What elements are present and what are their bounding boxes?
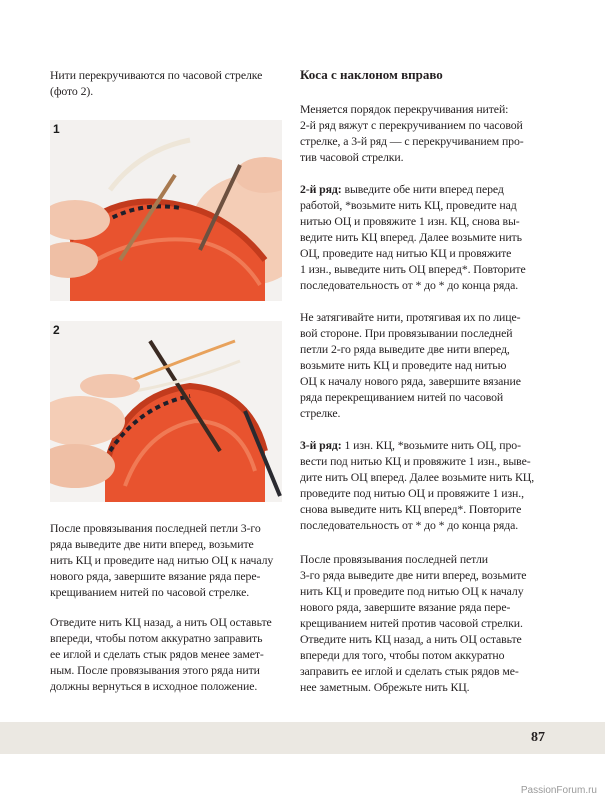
photo-2-number: 2 [53,323,60,337]
right-intro-text: Меняется порядок перекручивания нитей: 2-й ряд вяжут с перекручиванием по часовой стрелке, а 3-й ряд — с перекручиванием про- тив часовой стрелки. [300,102,524,164]
left-para-2-text: Отведите нить КЦ назад, а нить ОЦ оставьте впереди, чтобы потом аккуратно заправить ее иглой и сделать стык рядов менее замет- ным. После провязывания этого ряда нити должны вернуться в исходное положение. [50,615,272,693]
footer-bar [0,722,605,754]
watermark: PassionForum.ru [520,785,597,796]
final-paragraph [300,551,548,695]
row-3-text: 3-й ряд: 1 изн. КЦ, *возьмите нить ОЦ, про- вести под нитью КЦ и провяжите 1 изн., выве- дите нить ОЦ вперед. Далее возьмите нить КЦ, проведите под нитью ОЦ и провяжите 1 изн., снова выведите нить КЦ вперед*. Повторите последовательность от * до * до конца ряда. [300,438,535,532]
right-heading-block [300,67,548,83]
page-number: 87 [531,730,545,745]
row-3-label: 3-й ряд: [300,438,342,452]
final-text: После провязывания последней петли 3-го ряда выведите две нити вперед, возьмите нить КЦ и проведите под нитью ОЦ к началу нового ряда, завершите вязание ряда пере- крещиванием нитей против часовой стрелки. Отведите нить КЦ назад, а нить ОЦ оставьте впереди для того, чтобы потом аккуратно заправить ее иглой и сделать стык рядов ме- нее заметным. Обрежьте нить КЦ. [300,552,527,694]
note-text: Не затягивайте нити, протягивая их по лице- вой стороне. При провязывании последней петли 2-го ряда выведите две нити вперед, возьмите нить КЦ и проведите над нитью ОЦ к началу нового ряда, завершите вязание ряда перекрещиванием нитей по часовой стрелке. [300,310,521,420]
photo-2-illustration [50,321,282,502]
note-paragraph [300,309,548,421]
left-intro-text: Нити перекручиваются по часовой стрелке (фото 2). [50,68,263,98]
photo-1 [50,120,282,301]
left-para-1-text: После провязывания последней петли 3-го ряда выведите две нити вперед, возьмите нить КЦ и проведите над нитью ОЦ к началу нового ряда, завершите вязание ряда пере- крещиванием нитей по часовой стрелке. [50,521,274,599]
row-2-label: 2-й ряд: [300,182,342,196]
left-intro [50,67,282,99]
photo-1-number: 1 [53,122,60,136]
photo-1-illustration [50,120,282,301]
photo-2 [50,321,282,502]
row-2-instructions [300,181,548,293]
left-para-1 [50,520,282,600]
section-heading: Коса с наклоном вправо [300,67,443,82]
row-2-text: 2-й ряд: выведите обе нити вперед перед работой, *возьмите нить КЦ, проведите над нитью ОЦ и провяжите 1 изн. КЦ, снова вы- ведите нить КЦ вперед. Далее возьмите нить ОЦ, проведите над нитью КЦ и провяжите 1 изн., выведите нить ОЦ вперед*. Повторите последовательность от * до * до конца ряда. [300,182,526,292]
row-3-instructions [300,437,548,533]
left-para-2 [50,614,282,694]
right-intro [300,101,548,165]
